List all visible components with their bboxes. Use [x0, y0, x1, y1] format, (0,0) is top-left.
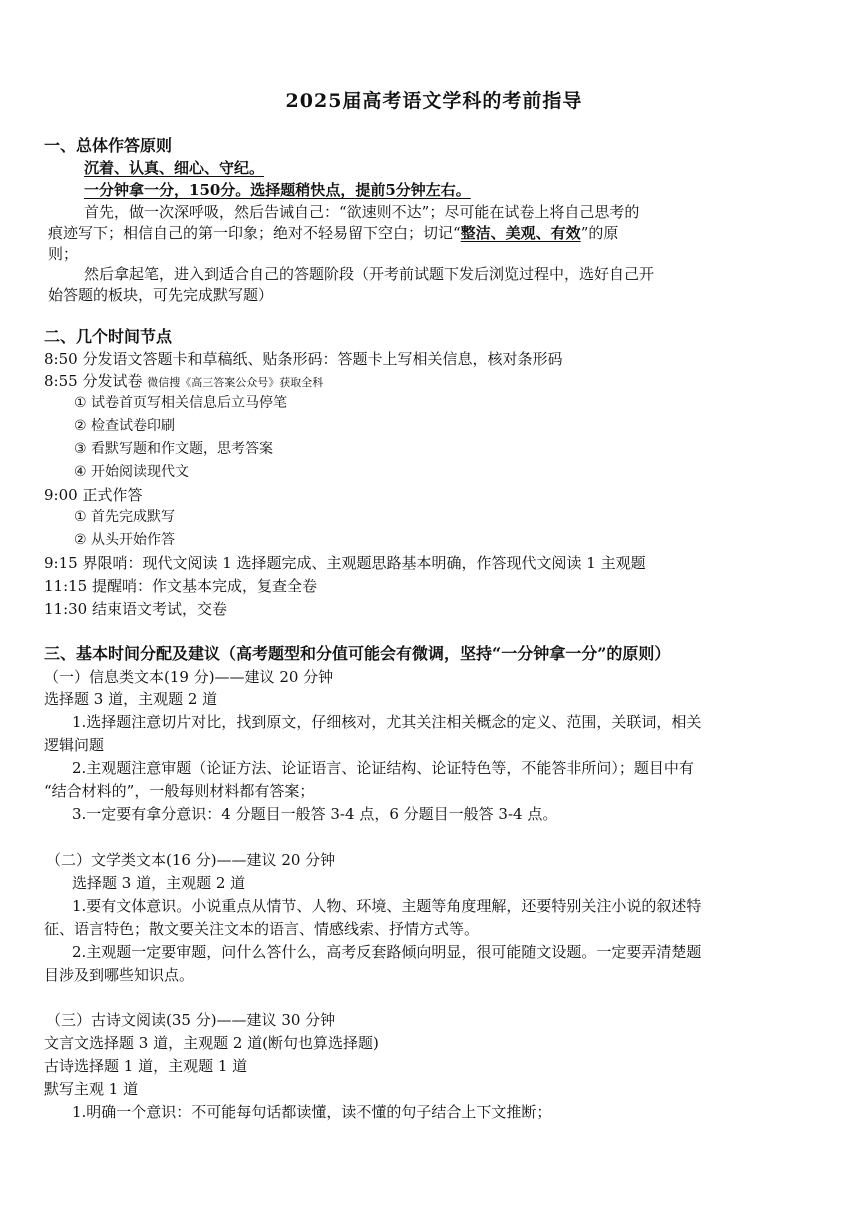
paragraph-2-line-2: 始答题的板块，可先完成默写题）: [48, 286, 274, 304]
question-count: 选择题 3 道，主观题 2 道: [44, 690, 218, 708]
motto-line-2: 一分钟拿一分，150分。选择题稍快点，提前5分钟左右。: [84, 181, 471, 199]
emphasis-phrase: 整洁、美观、有效: [460, 224, 581, 242]
timeline-item: 9:15 界限哨：现代文阅读 1 选择题完成、主观题思路基本明确，作答现代文阅读 1 主观题: [44, 554, 646, 572]
subsection-heading: （二）文学类文本(16 分)——建议 20 分钟: [46, 851, 336, 869]
paragraph-1-text-a: 痕迹写下；相信自己的第一印象；绝对不轻易留下空白；切记“: [48, 224, 461, 242]
section-3-heading: 三、基本时间分配及建议（高考题型和分值可能会有微调，坚持“一分钟拿一分”的原则）: [44, 644, 671, 663]
section-2-heading: 二、几个时间节点: [44, 327, 173, 346]
tip-line: 1.明确一个意识：不可能每句话都读懂，读不懂的句子结合上下文推断；: [72, 1103, 552, 1121]
subsection-heading: （三）古诗文阅读(35 分)——建议 30 分钟: [46, 1011, 336, 1029]
tip-line: 3.一定要有拿分意识：4 分题目一般答 3-4 点，6 分题目一般答 3-4 点。: [72, 805, 558, 823]
paragraph-1-line-2: [48, 222, 618, 244]
tip-line: 1.要有文体意识。小说重点从情节、人物、环境、主题等角度理解，还要特别关注小说的叙述特: [72, 897, 702, 915]
paragraph-2-line-1: 然后拿起笔，进入到适合自己的答题阶段（开考前试题下发后浏览过程中，选好自己开: [84, 265, 655, 283]
subsection-heading: （一）信息类文本(19 分)——建议 20 分钟: [44, 668, 334, 686]
paragraph-1-text-c: ”的原: [580, 224, 619, 242]
question-count: 默写主观 1 道: [44, 1080, 139, 1098]
tip-line: 2.主观题一定要审题，问什么答什么，高考反套路倾向明显，很可能随文设题。一定要弄清楚题: [72, 943, 702, 961]
tip-line: 逻辑问题: [44, 736, 105, 754]
timeline-item: 8:50 分发语文答题卡和草稿纸、贴条形码：答题卡上写相关信息，核对条形码: [44, 350, 563, 368]
timeline-item: 11:15 提醒哨：作文基本完成，复查全卷: [44, 577, 317, 595]
sub-item: ② 检查试卷印刷: [74, 418, 176, 434]
question-count: 古诗选择题 1 道，主观题 1 道: [44, 1057, 248, 1075]
timeline-time: 8:55 分发试卷: [44, 372, 143, 390]
sub-item: ② 从头开始作答: [74, 532, 176, 548]
tip-line: 1.选择题注意切片对比，找到原文，仔细核对，尤其关注相关概念的定义、范围，关联词，相关: [72, 713, 702, 731]
question-count: 文言文选择题 3 道，主观题 2 道(断句也算选择题): [44, 1034, 379, 1052]
timeline-item: 11:30 结束语文考试，交卷: [44, 600, 227, 618]
page-title: 2025届高考语文学科的考前指导: [285, 90, 583, 112]
paragraph-1-line-3: 则；: [48, 245, 79, 263]
sub-item: ① 首先完成默写: [74, 509, 176, 525]
sub-item: ① 试卷首页写相关信息后立马停笔: [74, 395, 288, 411]
question-count: 选择题 3 道，主观题 2 道: [72, 874, 246, 892]
paragraph-1-line-1: 首先，做一次深呼吸，然后告诫自己：“欲速则不达”；尽可能在试卷上将自己思考的: [84, 203, 640, 221]
sub-item: ③ 看默写题和作文题，思考答案: [74, 441, 274, 457]
tip-line: 目涉及到哪些知识点。: [44, 966, 195, 984]
timeline-item: [44, 370, 323, 394]
watermark-note: 微信搜《高三答案公众号》获取全科: [147, 376, 324, 389]
tip-line: 2.主观题注意审题（论证方法、论证语言、论证结构、论证特色等，不能答非所问）；题目中有: [72, 759, 694, 777]
sub-item: ④ 开始阅读现代文: [74, 464, 190, 480]
timeline-item: 9:00 正式作答: [44, 486, 143, 504]
tip-line: “结合材料的”，一般每则材料都有答案；: [44, 782, 315, 800]
tip-line: 征、语言特色；散文要关注文本的语言、情感线索、抒情方式等。: [44, 920, 480, 938]
section-1-heading: 一、总体作答原则: [44, 136, 173, 155]
motto-line-1: 沉着、认真、细心、守纪。: [84, 159, 265, 177]
